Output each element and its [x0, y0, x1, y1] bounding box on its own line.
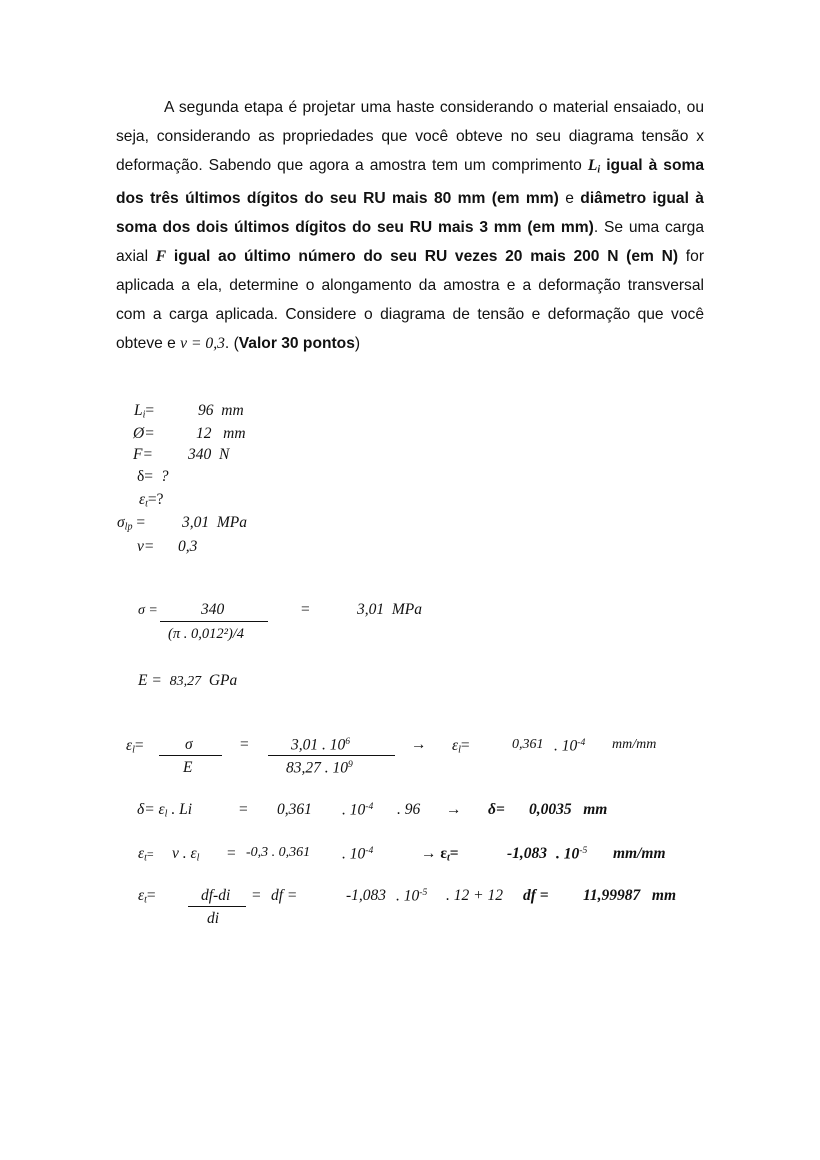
- strain-fraction-bar: [159, 755, 222, 756]
- final-diameter-result-unit: mm: [651, 887, 677, 904]
- elongation-result-value: 0,0035: [529, 801, 572, 818]
- stress-label: σ =: [138, 603, 158, 618]
- stress-equals: =: [300, 601, 311, 618]
- given-length: [134, 403, 154, 421]
- stress-result-value: 3,01: [357, 601, 385, 618]
- given-force-number: 340: [188, 446, 212, 463]
- elongation-strain-value: 0,361: [277, 801, 312, 818]
- statement-text: A segunda etapa é projetar uma haste considerando o material ensaiado, ou seja, considerando as propriedades que você obteve no seu diagrama tensão x deformação. Sabendo que agora a amostra tem um comprimento: [116, 99, 704, 174]
- given-proportional-limit-subscript: lp: [124, 521, 133, 533]
- strain-result-power: [554, 738, 585, 754]
- transverse-result-unit: mm/mm: [613, 845, 666, 862]
- strain-result-value: 0,361: [512, 737, 544, 752]
- strain-denominator-2-base: 83,27 . 10: [286, 759, 348, 777]
- given-proportional-limit-number: 3,01: [182, 514, 210, 531]
- given-elongation-value: ?: [160, 468, 169, 485]
- final-diameter-expression: -1,083: [346, 887, 387, 904]
- final-diameter-numerator: df-di: [201, 887, 231, 904]
- strain-label-subscript: l: [132, 744, 135, 756]
- stress-numerator: 340: [201, 601, 225, 618]
- given-transverse-strain-subscript: t: [145, 498, 148, 510]
- transverse-lhs-symbol: ε: [138, 845, 145, 862]
- strain-denominator-2-exponent: 9: [348, 759, 353, 770]
- given-transverse-strain-equals: =?: [147, 491, 164, 508]
- li-variable: [588, 157, 600, 174]
- stress-result: [357, 602, 422, 618]
- final-diameter-df-label: df =: [271, 887, 298, 904]
- given-force-value: [188, 447, 229, 463]
- given-force-unit: N: [219, 446, 230, 463]
- given-proportional-limit-label: σ: [117, 514, 125, 531]
- modulus-value: 83,27: [169, 674, 202, 689]
- modulus-unit: GPa: [208, 672, 238, 689]
- elongation-result-label: δ=: [488, 801, 505, 818]
- transverse-power-base: . 10: [342, 845, 366, 863]
- final-diameter-denominator: di: [207, 910, 220, 927]
- transverse-result-power-base: . 10: [556, 845, 580, 863]
- poisson-expression: ν = 0,3: [180, 334, 225, 352]
- problem-statement: [116, 94, 704, 359]
- given-poisson-label: v=: [137, 538, 155, 555]
- strain-numerator: σ: [185, 736, 193, 753]
- given-length-equals: =: [145, 402, 155, 419]
- modulus-label: E =: [138, 672, 162, 689]
- given-length-label: L: [134, 402, 143, 419]
- elongation-result-unit: mm: [583, 801, 608, 818]
- final-diameter-result-label: df =: [523, 887, 549, 904]
- strain-arrow: →: [411, 736, 427, 753]
- transverse-result-arrow: → ε: [421, 845, 447, 862]
- strain-result-exponent: -4: [577, 737, 586, 748]
- transverse-rhs-expression: v . ε: [172, 845, 197, 862]
- transverse-rhs-subscript: l: [196, 852, 200, 864]
- transverse-result-power: [556, 846, 587, 862]
- strain-denominator: E: [183, 759, 193, 776]
- final-diameter-lhs-subscript: t: [144, 894, 147, 906]
- statement-text: for aplicada a ela, determine o alongamento da amostra e a deformação transversal com a carga aplicada. Considere o diagrama de tensão e deformação que você obteve e: [116, 248, 705, 352]
- f-variable: F: [155, 248, 167, 266]
- final-diameter-power: [396, 888, 427, 904]
- strain-numerator-2-base: 3,01 . 10: [291, 736, 346, 754]
- given-proportional-limit-value: [182, 515, 247, 531]
- given-poisson-value: 0,3: [178, 538, 198, 555]
- given-length-subscript: i: [142, 409, 146, 421]
- elongation-power: [342, 802, 373, 818]
- stress-result-unit: MPa: [391, 601, 423, 618]
- elongation-power-base: . 10: [342, 801, 366, 819]
- given-length-unit: mm: [221, 402, 244, 419]
- modulus-line: [138, 673, 237, 689]
- given-length-number: 96: [198, 402, 214, 419]
- strain-equals: =: [239, 736, 250, 753]
- stress-fraction-bar: [160, 621, 268, 622]
- stress-denominator: (π . 0,012²)/4: [168, 626, 245, 642]
- transverse-power: [342, 846, 373, 862]
- transverse-lhs-subscript: t: [144, 852, 147, 864]
- final-diameter-result-value: 11,99987: [583, 887, 641, 904]
- given-length-value: [198, 403, 244, 419]
- elongation-formula-subscript: l: [164, 808, 168, 820]
- given-proportional-limit: [117, 515, 145, 533]
- strain-denominator-2: [286, 760, 353, 776]
- strain-result-symbol: ε: [452, 737, 459, 754]
- given-elongation-label: δ=: [137, 468, 154, 485]
- transverse-result-subscript: t: [447, 852, 450, 864]
- points-value: Valor 30 pontos: [238, 334, 355, 352]
- strain-label: [126, 738, 144, 756]
- strain-result-power-base: . 10: [554, 737, 578, 755]
- final-diameter-lhs: [138, 888, 156, 906]
- statement-text: . (: [224, 334, 239, 352]
- given-proportional-limit-unit: MPa: [216, 514, 248, 531]
- final-diameter-result: [583, 888, 676, 904]
- final-diameter-power-base: . 10: [396, 887, 420, 905]
- elongation-result: [529, 802, 607, 818]
- final-diameter-lhs-symbol: ε: [138, 887, 145, 904]
- statement-text: ): [354, 334, 361, 352]
- strain-numerator-2: [291, 737, 350, 753]
- length-rule: igual à soma dos três últimos dígitos do seu RU mais 80 mm (em mm): [116, 156, 705, 208]
- load-rule: igual ao último número do seu RU vezes 20 mais 200 N (em N): [166, 248, 679, 266]
- final-diameter-rest: . 12 + 12: [446, 887, 503, 904]
- strain-result-unit: mm/mm: [612, 737, 657, 752]
- statement-text: . Se uma carga axial: [116, 219, 704, 266]
- transverse-result-value: -1,083: [507, 845, 548, 862]
- diameter-rule: diâmetro igual à soma dos dois últimos dígitos do seu RU mais 3 mm (em mm): [116, 190, 704, 237]
- elongation-formula: [137, 802, 192, 820]
- transverse-lhs-equals: =: [146, 847, 154, 861]
- given-transverse-strain-label: ε: [139, 491, 146, 508]
- transverse-lhs: [138, 846, 154, 864]
- elongation-formula-rest: . Li: [167, 801, 193, 818]
- elongation-length: . 96: [397, 801, 421, 818]
- transverse-result-label: [421, 846, 459, 864]
- transverse-result-exponent: -5: [579, 845, 588, 856]
- transverse-expression: -0,3 . 0,361: [246, 845, 311, 860]
- given-diameter-number: 12: [196, 425, 212, 442]
- elongation-formula-start: δ= ε: [137, 801, 165, 818]
- strain-label-equals: =: [134, 737, 144, 754]
- elongation-equals: =: [238, 801, 249, 818]
- transverse-rhs: [172, 846, 199, 864]
- transverse-equals: =: [226, 845, 237, 862]
- strain-numerator-2-exponent: 6: [345, 736, 351, 747]
- given-diameter-label: Ø=: [133, 425, 155, 442]
- transverse-result-equals: =: [449, 845, 459, 862]
- given-force-label: F=: [133, 446, 153, 463]
- given-elongation: [137, 469, 169, 485]
- strain-fraction-bar-2: [268, 755, 395, 756]
- li-variable-letter: L: [587, 156, 598, 174]
- given-transverse-strain: [139, 492, 164, 510]
- strain-result-label: [452, 738, 470, 756]
- statement-text: e: [558, 190, 581, 208]
- strain-result-subscript: l: [458, 744, 461, 756]
- final-diameter-lhs-equals: =: [146, 887, 156, 904]
- given-proportional-limit-equals: =: [136, 514, 146, 531]
- strain-label-symbol: ε: [126, 737, 133, 754]
- elongation-exponent: -4: [365, 801, 374, 812]
- final-diameter-exponent: -5: [419, 887, 428, 898]
- elongation-arrow: →: [446, 801, 462, 818]
- final-diameter-equals: =: [251, 887, 262, 904]
- given-diameter-value: [196, 426, 246, 442]
- given-diameter-unit: mm: [223, 425, 246, 442]
- transverse-exponent: -4: [365, 845, 374, 856]
- strain-result-equals: =: [460, 737, 470, 754]
- final-diameter-fraction-bar: [188, 906, 246, 907]
- li-variable-subscript: i: [597, 164, 601, 176]
